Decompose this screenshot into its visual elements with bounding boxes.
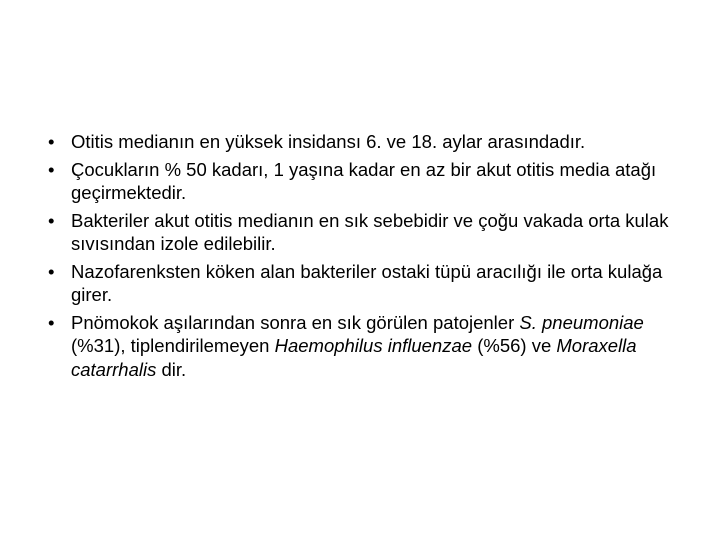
bullet-icon: • [48,260,55,282]
bullet-text: Çocukların % 50 kadarı, 1 yaşına kadar en az bir akut otitis media atağı geçirmektedir. [71,158,657,203]
bullet-icon: • [48,158,55,180]
bullet-text: Nazofarenksten köken alan bakteriler ostaki tüpü aracılığı ile orta kulağa girer. [71,260,663,305]
bullet-item [48,130,688,154]
species-name: Haemophilus influenzae [274,335,473,356]
bullet-list [48,130,688,385]
bullet-icon: • [48,311,55,333]
bullet-item [48,260,688,307]
bullet-text: Pnömokok aşılarından sonra en sık görülen patojenler [71,311,520,333]
species-name: S. pneumoniae [519,311,644,333]
bullet-text: (%31), tiplendirilemeyen [71,335,275,356]
bullet-icon: • [48,209,55,231]
bullet-item [48,158,688,205]
bullet-text: Bakteriler akut otitis medianın en sık sebebidir ve çoğu vakada orta kulak sıvısından izole edilebilir. [71,209,669,254]
bullet-text: (%56) ve [472,335,557,356]
bullet-item [48,311,688,382]
bullet-item [48,209,688,256]
bullet-icon: • [48,131,55,152]
species-name: Moraxella catarrhalis [71,335,637,380]
bullet-text: Otitis medianın en yüksek insidansı 6. ve 18. aylar arasındadır. [71,131,586,152]
bullet-text: dir. [156,358,187,380]
